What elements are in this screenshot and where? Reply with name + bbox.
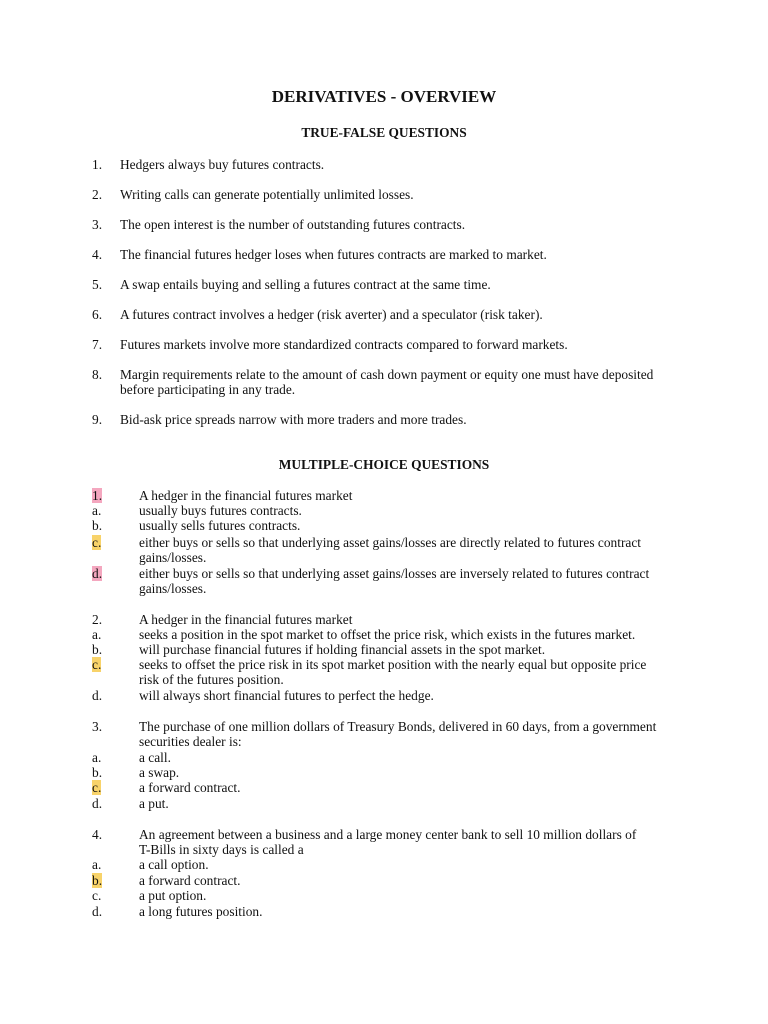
tf-question-text: A swap entails buying and selling a futures contract at the same time. [120,277,491,292]
mc-option-letter: c. [92,657,102,672]
mc-question-number: 3. [92,719,103,734]
tf-question-number: 2. [92,187,103,202]
multiple-choice-heading: MULTIPLE-CHOICE QUESTIONS [278,457,490,472]
mc-option-text: usually buys futures contracts. [139,503,302,518]
tf-question-text: Hedgers always buy futures contracts. [120,157,325,172]
mc-option-text: seeks to offset the price risk in its spot market position with the nearly equal but opposite price [139,657,647,672]
tf-question-text: Futures markets involve more standardized contracts compared to forward markets. [120,337,568,352]
mc-question-text: A hedger in the financial futures market [139,488,353,503]
mc-question-number: 4. [92,827,103,842]
mc-question-text: securities dealer is: [139,734,242,749]
tf-question-number: 7. [92,337,103,352]
mc-option-text: a call option. [139,857,209,872]
tf-question-number: 5. [92,277,103,292]
mc-option-text: a put option. [139,888,207,903]
mc-option-letter: d. [92,566,103,581]
mc-question-number: 1. [92,488,103,503]
mc-option-letter: d. [92,688,103,703]
mc-question-number: 2. [92,612,103,627]
mc-option-text: usually sells futures contracts. [139,518,301,533]
true-false-heading: TRUE-FALSE QUESTIONS [301,125,467,140]
mc-option-text: gains/losses. [139,550,207,565]
mc-option-text: risk of the futures position. [139,672,284,687]
mc-option-text: a long futures position. [139,904,263,919]
mc-option-text: a forward contract. [139,780,241,795]
mc-option-letter: c. [92,888,102,903]
tf-question-number: 4. [92,247,103,262]
mc-option-letter: c. [92,780,102,795]
tf-question-number: 1. [92,157,103,172]
tf-question-number: 8. [92,367,103,382]
mc-option-text: either buys or sells so that underlying asset gains/losses are directly related to futures contract [139,535,642,550]
mc-option-text: will purchase financial futures if holding financial assets in the spot market. [139,642,546,657]
mc-option-letter: a. [92,857,102,872]
mc-option-letter: a. [92,503,102,518]
mc-option-text: a swap. [139,765,180,780]
mc-question-text: An agreement between a business and a large money center bank to sell 10 million dollars of [139,827,637,842]
mc-question-text: The purchase of one million dollars of Treasury Bonds, delivered in 60 days, from a government [139,719,657,734]
mc-option-letter: b. [92,642,103,657]
mc-option-text: a forward contract. [139,873,241,888]
mc-option-text: will always short financial futures to perfect the hedge. [139,688,434,703]
mc-option-letter: a. [92,750,102,765]
tf-question-text: A futures contract involves a hedger (risk averter) and a speculator (risk taker). [120,307,543,322]
tf-question-text: before participating in any trade. [120,382,296,397]
mc-question-text: T-Bills in sixty days is called a [139,842,304,857]
mc-option-letter: d. [92,796,103,811]
tf-question-text: Margin requirements relate to the amount of cash down payment or equity one must have deposited [120,367,654,382]
mc-option-text: gains/losses. [139,581,207,596]
tf-question-number: 6. [92,307,103,322]
mc-option-letter: a. [92,627,102,642]
tf-question-text: Writing calls can generate potentially unlimited losses. [120,187,414,202]
document-title: DERIVATIVES - OVERVIEW [271,87,497,106]
tf-question-text: Bid-ask price spreads narrow with more traders and more trades. [120,412,467,427]
mc-option-letter: d. [92,904,103,919]
tf-question-number: 9. [92,412,103,427]
tf-question-text: The open interest is the number of outstanding futures contracts. [120,217,466,232]
mc-option-letter: b. [92,765,103,780]
mc-option-text: seeks a position in the spot market to offset the price risk, which exists in the futures market. [139,627,636,642]
tf-question-number: 3. [92,217,103,232]
mc-option-text: a call. [139,750,171,765]
mc-option-text: either buys or sells so that underlying asset gains/losses are inversely related to futures contract [139,566,650,581]
mc-option-text: a put. [139,796,169,811]
mc-option-letter: c. [92,535,102,550]
mc-question-text: A hedger in the financial futures market [139,612,353,627]
tf-question-text: The financial futures hedger loses when futures contracts are marked to market. [120,247,547,262]
mc-option-letter: b. [92,518,103,533]
mc-option-letter: b. [92,873,103,888]
